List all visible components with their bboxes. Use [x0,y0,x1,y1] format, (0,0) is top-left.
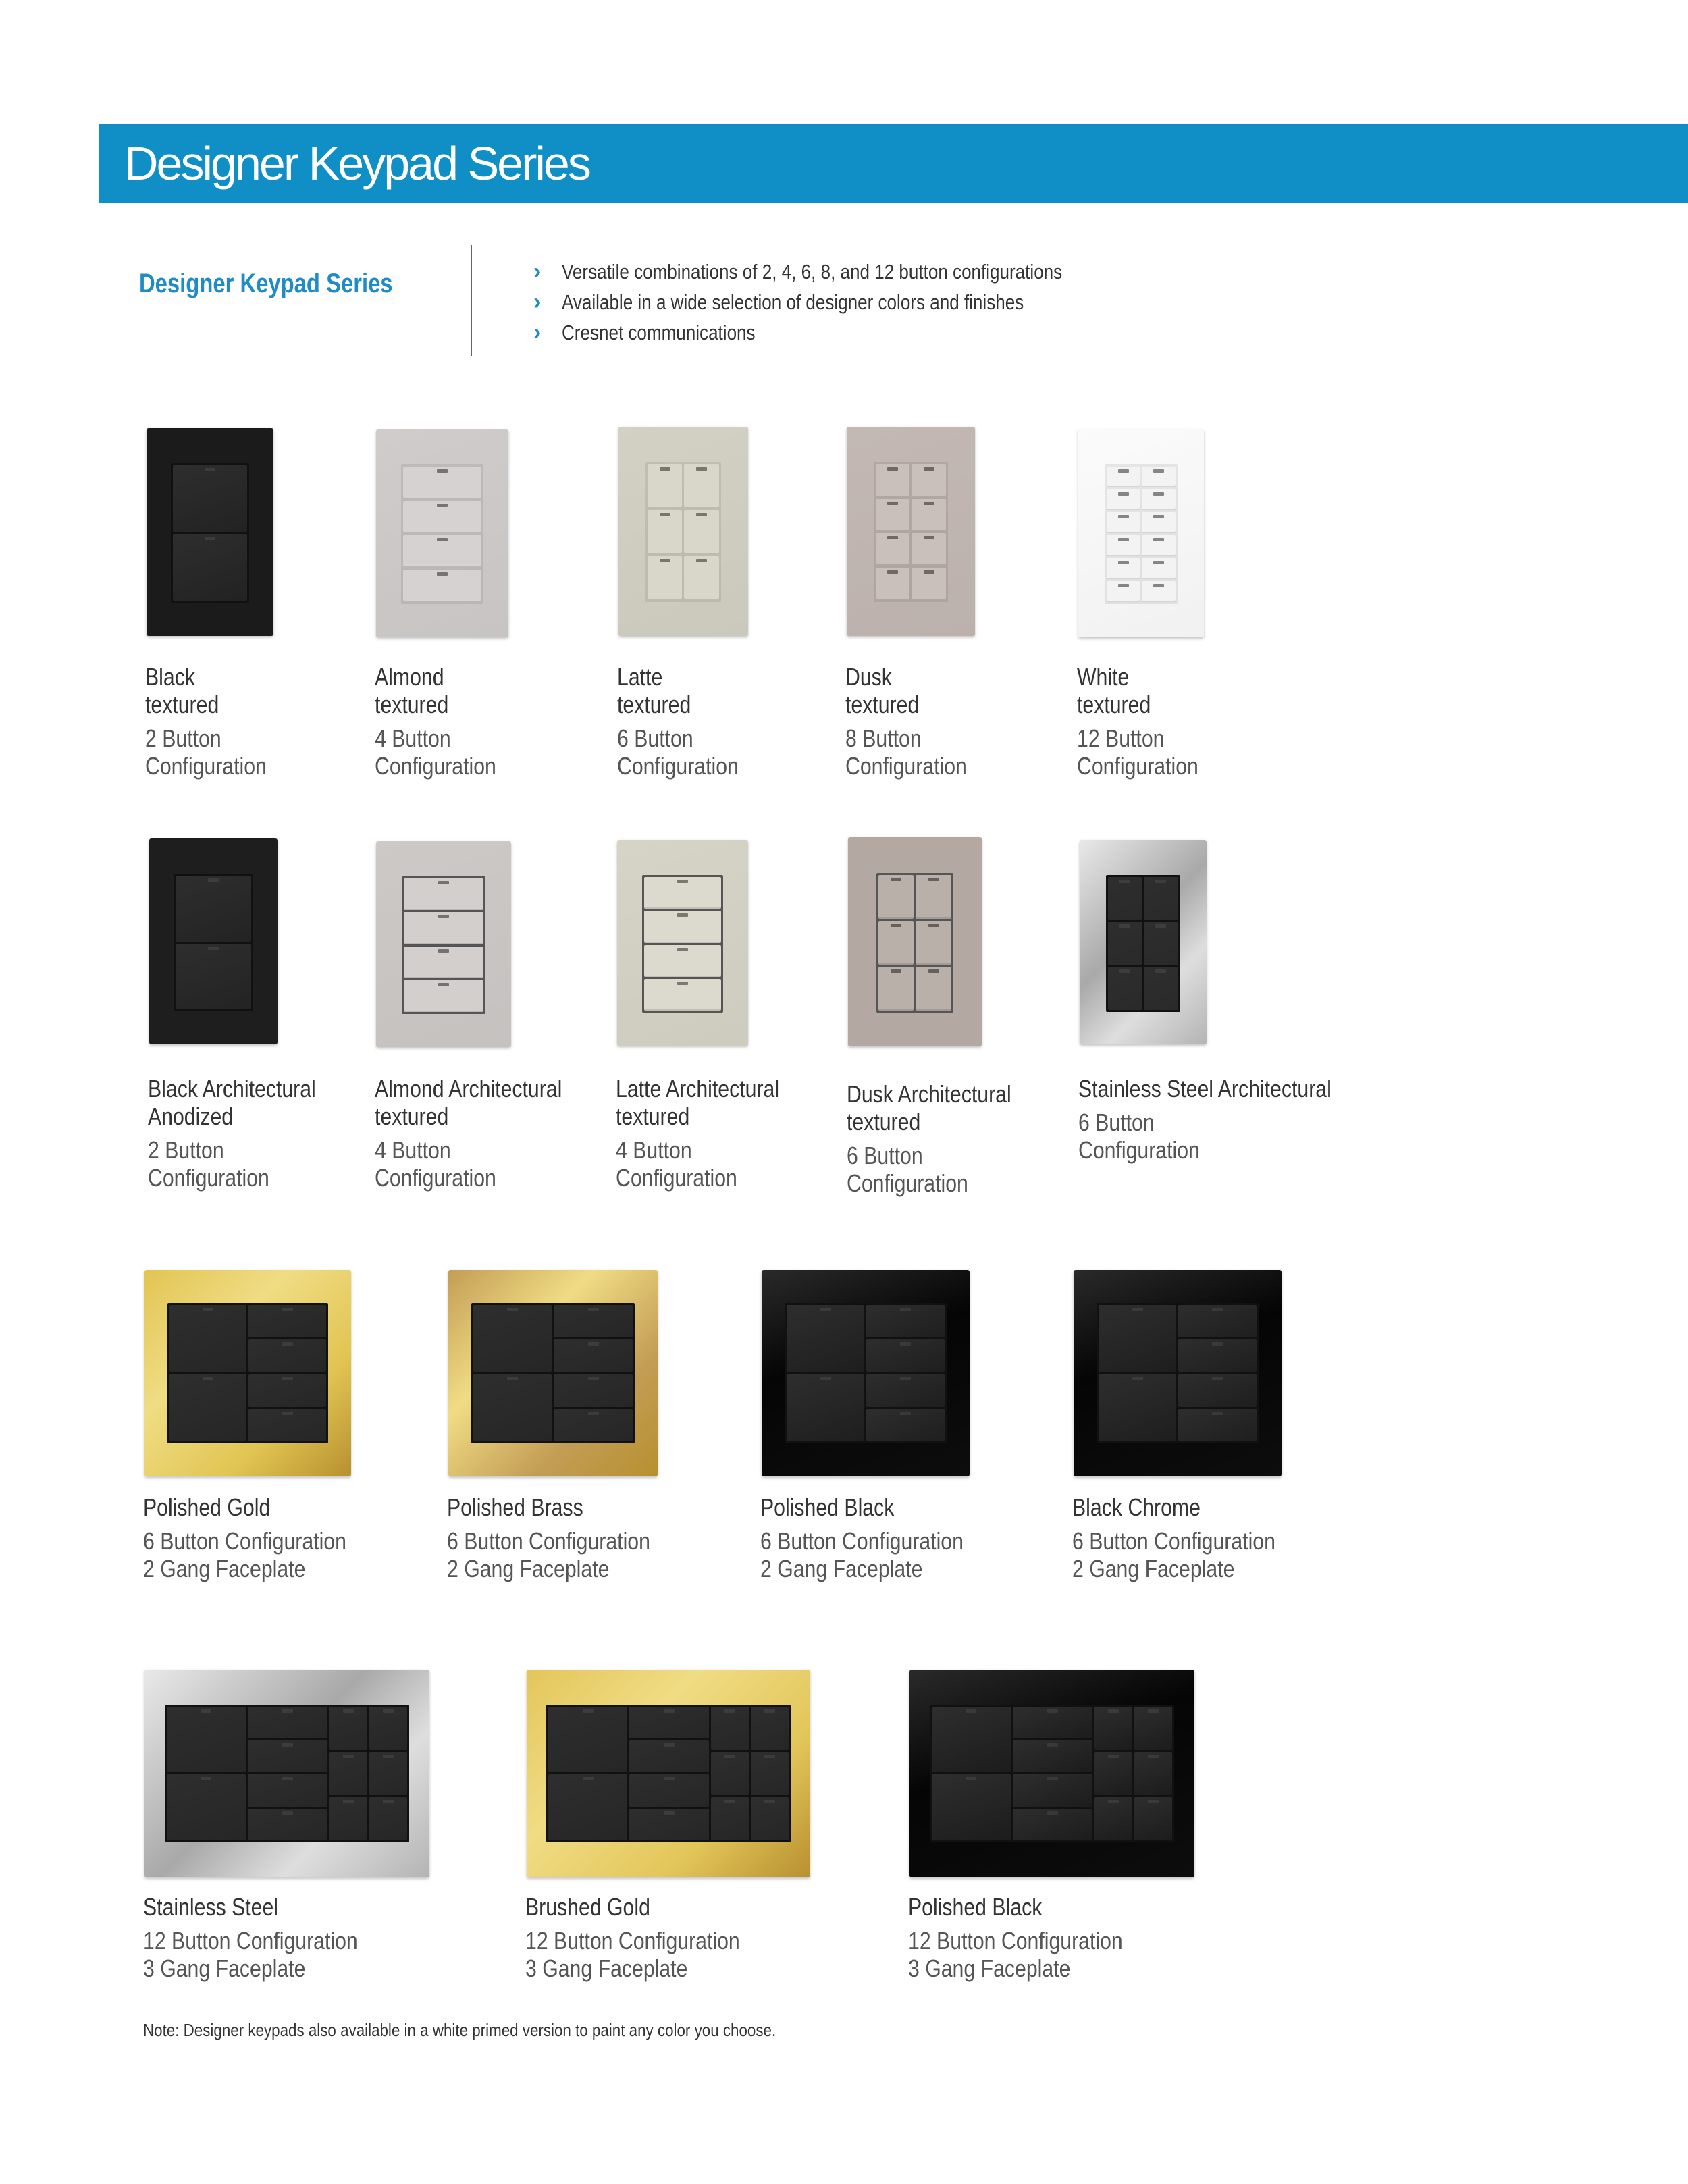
keypad-button[interactable] [1013,1809,1092,1840]
keypad-button[interactable] [876,533,910,566]
product-label [845,663,967,780]
section-subtitle: Designer Keypad Series [139,269,393,298]
keypad-button[interactable] [916,875,951,919]
keypad-button[interactable] [473,1305,552,1373]
product-finish: textured [616,1102,690,1130]
product-label [143,1893,358,1982]
keypad-button[interactable] [1142,581,1175,602]
feature-item [533,257,1157,287]
keypad-button[interactable] [167,1707,246,1772]
product-name: Almond [375,663,444,691]
product-label [760,1493,964,1582]
keypad-button[interactable] [404,980,483,1012]
spacer [845,718,967,724]
keypad-faceplate [1080,840,1207,1044]
keypad-button[interactable] [648,510,682,554]
keypad-button[interactable] [403,535,481,568]
product-label [617,663,739,780]
keypad-button[interactable] [1178,1374,1257,1406]
keypad-button[interactable] [404,878,483,910]
spacer [847,1136,1011,1142]
keypad-button[interactable] [329,1797,367,1840]
product-name: Stainless Steel [143,1893,279,1921]
product-label [847,1080,1011,1197]
product-finish: Anodized [148,1102,234,1130]
keypad-faceplate [448,1270,658,1476]
keypad-button[interactable] [169,1374,247,1441]
product-config: Configuration [148,1164,269,1192]
product-config: 6 Button [847,1142,923,1169]
keypad-button[interactable] [1099,1305,1177,1373]
keypad-button[interactable] [473,1374,552,1441]
product-label [908,1893,1123,1982]
keypad-button[interactable] [329,1752,367,1795]
keypad-button[interactable] [1134,1797,1172,1840]
keypad-faceplate [1078,429,1204,637]
product-config: 6 Button [1078,1109,1155,1136]
keypad-button[interactable] [1142,467,1175,487]
keypad-button[interactable] [1107,581,1140,602]
keypad-button[interactable] [644,945,721,977]
product-name: Polished Brass [447,1493,583,1521]
keypad-button[interactable] [1108,877,1142,920]
header-banner [99,124,1688,203]
keypad-button[interactable] [684,510,718,554]
keypad-button[interactable] [403,467,481,499]
keypad-button[interactable] [369,1797,407,1840]
keypad-button[interactable] [866,1409,945,1441]
keypad-button[interactable] [1142,489,1175,510]
keypad-button[interactable] [644,911,721,942]
product-config: 3 Gang Faceplate [908,1954,1071,1982]
product-config: 6 Button [617,724,693,752]
product-name: Polished Gold [143,1493,271,1521]
product-label [375,663,496,780]
keypad-button[interactable] [629,1809,708,1840]
product-config: 12 Button Configuration [143,1927,358,1954]
product-config: 12 Button Configuration [908,1927,1123,1954]
product-config: 2 Gang Faceplate [760,1555,923,1582]
keypad-button[interactable] [554,1305,632,1337]
product-label [1072,1493,1275,1582]
keypad-faceplate [149,838,278,1044]
keypad-button[interactable] [878,967,914,1011]
button-panel [167,1303,329,1443]
keypad-faceplate [847,427,975,636]
product-finish: textured [617,691,691,718]
keypad-button[interactable] [916,921,951,965]
keypad-button[interactable] [1178,1409,1257,1441]
keypad-button[interactable] [876,568,910,600]
product-config: Configuration [1077,752,1198,780]
keypad-button[interactable] [1013,1774,1092,1806]
product-config: 6 Button Configuration [760,1527,964,1555]
product-config: 3 Gang Faceplate [525,1954,688,1982]
spacer [143,1921,358,1927]
product-label [375,1075,562,1192]
keypad-button[interactable] [1142,558,1175,579]
keypad-button[interactable] [648,464,682,508]
product-name: Stainless Steel Architectural [1078,1075,1331,1102]
keypad-faceplate [527,1670,810,1877]
product-config: 6 Button Configuration [1072,1527,1275,1555]
spacer [148,1130,316,1136]
button-panel [645,462,720,603]
keypad-button[interactable] [648,556,682,600]
product-label [1077,663,1198,780]
keypad-button[interactable] [1099,1374,1177,1441]
keypad-button[interactable] [644,877,721,909]
keypad-button[interactable] [173,534,248,601]
button-panel [471,1303,635,1443]
product-name: Black [145,663,195,691]
keypad-button[interactable] [248,1305,326,1337]
keypad-faceplate [762,1270,970,1476]
keypad-faceplate [144,1270,351,1476]
product-config: 2 Button [148,1136,224,1164]
product-name: Brushed Gold [525,1893,650,1921]
product-config: Configuration [616,1164,737,1192]
keypad-button[interactable] [1094,1707,1132,1750]
keypad-button[interactable] [629,1740,708,1772]
keypad-button[interactable] [932,1707,1011,1772]
keypad-button[interactable] [1144,967,1178,1010]
keypad-button[interactable] [932,1774,1011,1840]
spacer [375,718,496,724]
spacer [616,1130,779,1136]
button-panel [785,1303,947,1443]
product-config: Configuration [845,752,967,780]
product-finish: textured [845,691,920,718]
keypad-button[interactable] [1144,922,1178,965]
product-name: White [1077,663,1130,691]
keypad-button[interactable] [711,1797,749,1840]
keypad-button[interactable] [404,947,483,978]
product-label [1078,1075,1331,1164]
spacer [908,1921,1123,1927]
button-panel [1106,875,1180,1012]
keypad-button[interactable] [1107,512,1140,533]
product-config: 6 Button Configuration [143,1527,346,1555]
keypad-faceplate [1074,1270,1282,1476]
keypad-button[interactable] [787,1374,865,1441]
keypad-button[interactable] [787,1305,865,1373]
keypad-button[interactable] [876,464,910,497]
keypad-button[interactable] [403,570,481,602]
product-config: 8 Button [845,724,922,752]
keypad-button[interactable] [176,944,251,1010]
keypad-button[interactable] [629,1774,708,1806]
keypad-button[interactable] [403,501,481,533]
product-label [148,1075,316,1192]
keypad-button[interactable] [711,1752,749,1795]
spacer [1077,718,1198,724]
button-panel [1097,1303,1259,1443]
button-panel [402,876,485,1014]
product-label [525,1893,740,1982]
product-config: Configuration [375,752,496,780]
keypad-button[interactable] [878,875,914,919]
spacer [525,1921,740,1927]
keypad-faceplate [848,837,982,1046]
keypad-faceplate [144,1670,429,1877]
product-config: 3 Gang Faceplate [143,1954,306,1982]
keypad-faceplate [618,427,748,636]
keypad-button[interactable] [248,1374,326,1406]
spacer [145,718,267,724]
keypad-button[interactable] [369,1752,407,1795]
keypad-button[interactable] [554,1409,632,1441]
product-config: Configuration [847,1169,968,1197]
keypad-button[interactable] [248,1740,327,1772]
button-panel [930,1705,1175,1842]
product-name: Dusk [845,663,892,691]
product-finish: textured [375,691,449,718]
keypad-button[interactable] [329,1707,367,1750]
product-config: Configuration [617,752,739,780]
keypad-button[interactable] [1094,1797,1132,1840]
spacer [617,718,739,724]
product-name: Latte Architectural [616,1075,780,1102]
button-panel [874,462,948,603]
keypad-button[interactable] [1107,535,1140,556]
feature-list [533,257,1157,348]
keypad-button[interactable] [248,1774,327,1806]
keypad-button[interactable] [866,1374,945,1406]
keypad-button[interactable] [1108,922,1142,965]
spacer [143,1521,346,1527]
button-panel [876,873,954,1013]
product-config: Configuration [145,752,267,780]
keypad-button[interactable] [173,465,248,532]
product-finish: textured [1077,691,1151,718]
keypad-button[interactable] [369,1707,407,1750]
keypad-button[interactable] [912,533,946,566]
keypad-button[interactable] [878,921,914,965]
product-name: Polished Black [760,1493,895,1521]
spacer [1072,1521,1275,1527]
product-name: Black Architectural [148,1075,316,1102]
product-config: 12 Button [1077,724,1165,752]
chevron-right-icon: › [533,319,542,345]
keypad-button[interactable] [1134,1752,1172,1795]
product-finish: textured [145,691,219,718]
keypad-button[interactable] [1144,877,1178,920]
feature-text: Cresnet communications [562,320,756,344]
product-finish: textured [375,1102,449,1130]
keypad-button[interactable] [1094,1752,1132,1795]
product-name: Almond Architectural [375,1075,562,1102]
keypad-button[interactable] [711,1707,749,1750]
button-panel [401,464,483,604]
product-config: 2 Gang Faceplate [447,1555,610,1582]
button-panel [642,875,723,1013]
page-title: Designer Keypad Series [124,137,589,190]
product-name: Black Chrome [1072,1493,1201,1521]
spacer [760,1521,964,1527]
keypad-button[interactable] [1013,1707,1092,1738]
product-label [447,1493,650,1582]
keypad-button[interactable] [1107,558,1140,579]
keypad-button[interactable] [248,1809,327,1840]
keypad-button[interactable] [1107,489,1140,510]
button-panel [174,874,253,1011]
keypad-faceplate [147,428,273,636]
keypad-button[interactable] [876,499,910,531]
keypad-faceplate [909,1670,1194,1877]
product-name: Dusk Architectural [847,1080,1011,1108]
product-name: Polished Black [908,1893,1043,1921]
product-name: Latte [617,663,663,691]
keypad-button[interactable] [176,876,251,942]
keypad-button[interactable] [751,1797,789,1840]
spacer [1078,1102,1331,1109]
divider [471,245,472,356]
keypad-button[interactable] [248,1339,326,1372]
keypad-button[interactable] [169,1305,247,1373]
product-config: 12 Button Configuration [525,1927,740,1954]
keypad-button[interactable] [248,1707,327,1738]
product-config: 4 Button [616,1136,692,1164]
keypad-button[interactable] [916,967,951,1011]
spacer [375,1130,562,1136]
product-config: 6 Button Configuration [447,1527,650,1555]
feature-item [533,287,1157,317]
product-label [616,1075,779,1192]
keypad-button[interactable] [912,499,946,531]
keypad-button[interactable] [684,464,718,508]
keypad-button[interactable] [1107,467,1140,487]
keypad-button[interactable] [1142,512,1175,533]
product-config: 4 Button [375,1136,451,1164]
product-config: 2 Gang Faceplate [143,1555,306,1582]
keypad-button[interactable] [1178,1339,1257,1372]
chevron-right-icon: › [533,289,542,315]
keypad-faceplate [617,840,748,1046]
button-panel [171,463,250,602]
keypad-faceplate [376,841,511,1047]
keypad-button[interactable] [548,1707,627,1772]
keypad-button[interactable] [912,464,946,497]
feature-text: Versatile combinations of 2, 4, 6, 8, and 12 button configurations [562,259,1063,284]
chevron-right-icon: › [533,259,542,284]
product-label [145,663,267,780]
product-config: 4 Button [375,724,451,752]
keypad-button[interactable] [1134,1707,1172,1750]
footnote: Note: Designer keypads also available in a white primed version to paint any color you choose. [143,2020,776,2040]
keypad-button[interactable] [644,979,721,1011]
button-panel [165,1705,410,1842]
keypad-button[interactable] [684,556,718,600]
keypad-button[interactable] [751,1707,789,1750]
keypad-button[interactable] [751,1752,789,1795]
keypad-button[interactable] [1013,1740,1092,1772]
keypad-button[interactable] [866,1305,945,1337]
keypad-button[interactable] [248,1409,326,1441]
spacer [447,1521,650,1527]
product-config: 2 Gang Faceplate [1072,1555,1235,1582]
product-finish: textured [847,1108,921,1136]
product-config: 2 Button [145,724,221,752]
keypad-button[interactable] [1108,967,1142,1010]
product-config: Configuration [1078,1136,1200,1164]
product-label [143,1493,346,1582]
keypad-button[interactable] [404,912,483,944]
keypad-button[interactable] [1142,535,1175,556]
keypad-button[interactable] [554,1339,632,1372]
keypad-button[interactable] [548,1774,627,1840]
keypad-button[interactable] [629,1707,708,1738]
keypad-button[interactable] [167,1774,246,1840]
button-panel [546,1705,790,1842]
feature-text: Available in a wide selection of designer colors and finishes [562,290,1024,314]
keypad-faceplate [376,429,508,637]
feature-item [533,317,1157,348]
keypad-button[interactable] [912,568,946,600]
button-panel [1105,464,1178,604]
product-config: Configuration [375,1164,496,1192]
keypad-button[interactable] [554,1374,632,1406]
keypad-button[interactable] [1178,1305,1257,1337]
keypad-button[interactable] [866,1339,945,1372]
